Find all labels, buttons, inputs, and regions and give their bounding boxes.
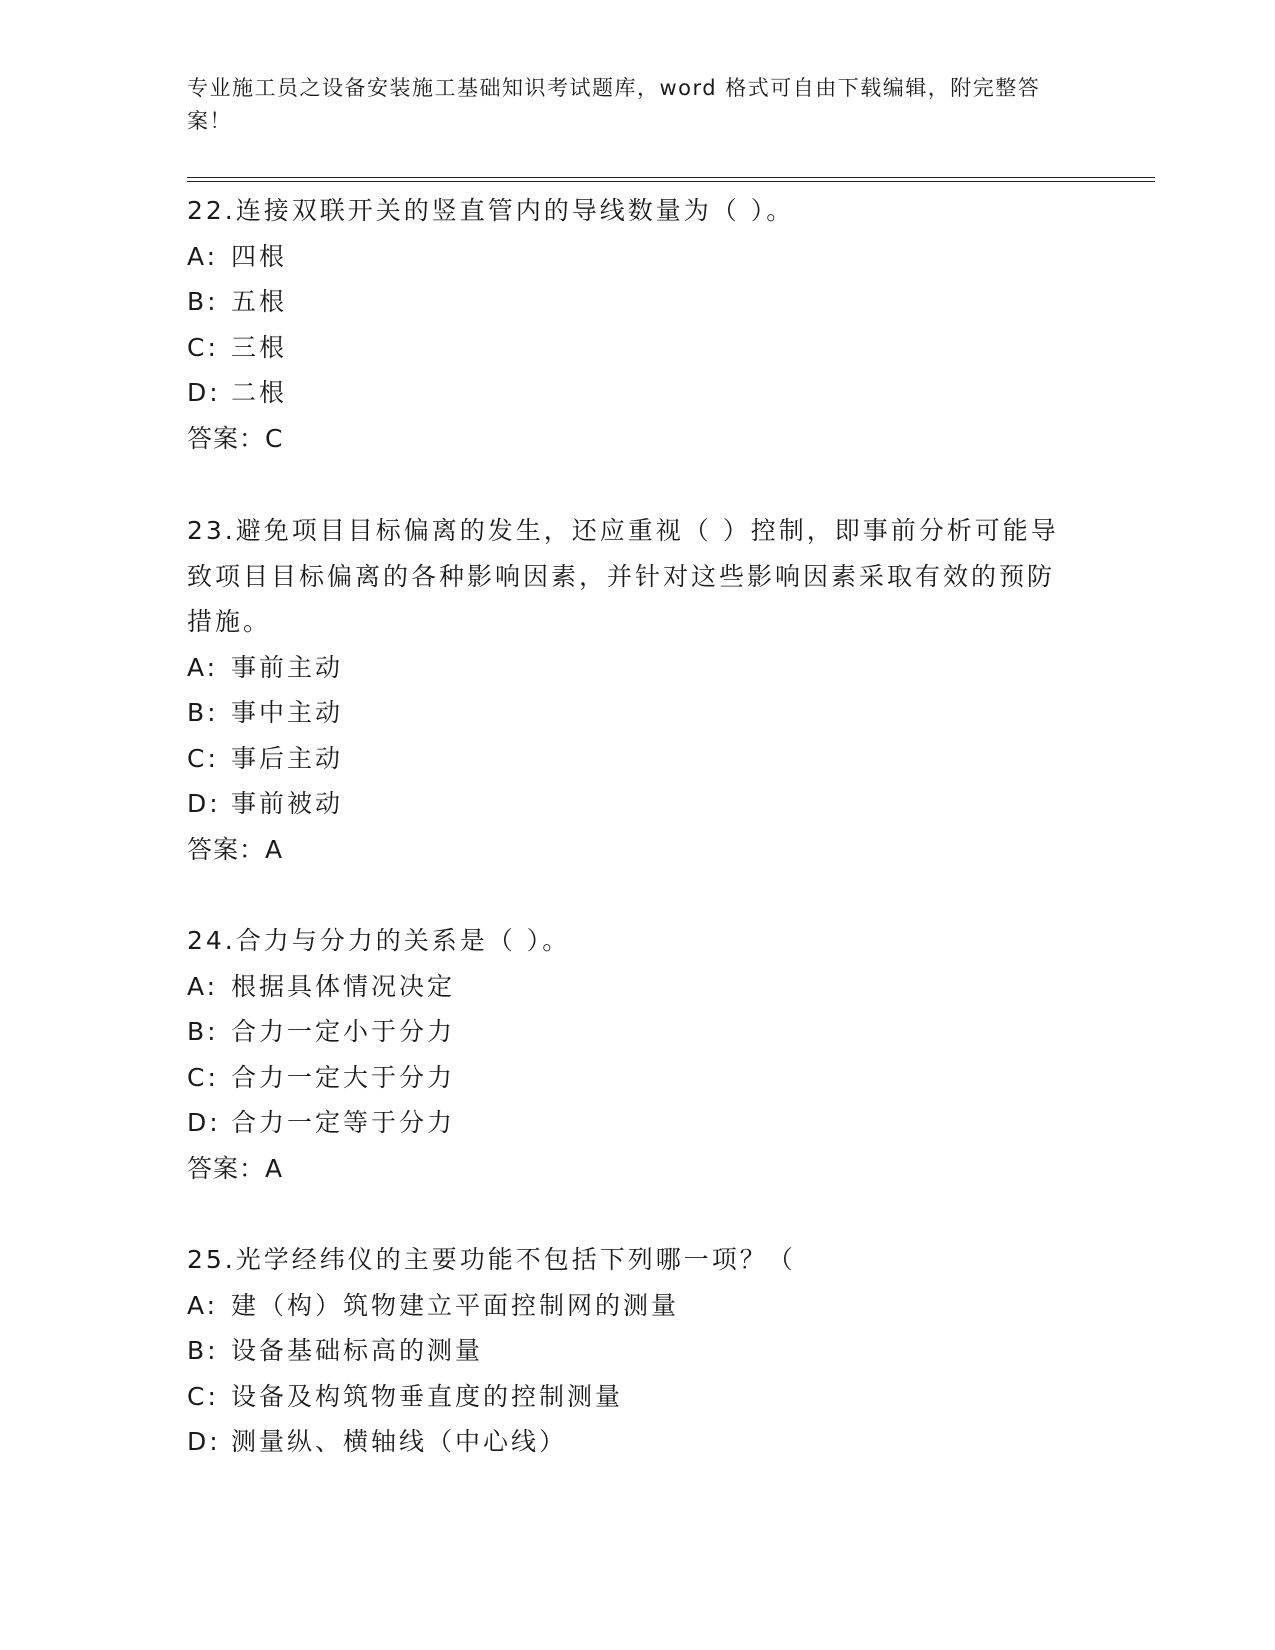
option-letter: A: — [187, 652, 219, 682]
option-letter: B: — [187, 1017, 219, 1046]
answer-line: 答案：C — [187, 423, 284, 453]
option-letter: A: — [187, 1290, 219, 1320]
option-letter: A: — [187, 241, 219, 271]
question-23 — [187, 508, 1067, 872]
question-stem: 24.合力与分力的关系是（ ）。 — [187, 926, 571, 955]
option-text: 二根 — [231, 378, 288, 407]
option-letter: D: — [187, 789, 221, 818]
option-text: 事前被动 — [231, 789, 344, 818]
option-text: 设备基础标高的测量 — [231, 1336, 484, 1365]
header-divider-double — [187, 181, 1155, 182]
option-text: 三根 — [231, 332, 288, 362]
option-letter: C: — [187, 1062, 219, 1092]
option-letter: B: — [187, 287, 219, 316]
option-d — [187, 370, 1067, 416]
option-c — [187, 325, 1067, 371]
question-24 — [187, 918, 1067, 1191]
option-a — [187, 645, 1067, 691]
option-text: 事后主动 — [231, 743, 344, 773]
option-letter: D: — [187, 1427, 221, 1456]
question-22 — [187, 188, 1067, 461]
option-a — [187, 964, 1067, 1010]
option-b — [187, 279, 1067, 325]
option-d — [187, 781, 1067, 827]
option-text: 四根 — [231, 241, 288, 271]
option-letter: C: — [187, 332, 219, 362]
option-c — [187, 1055, 1067, 1101]
option-text: 事中主动 — [231, 698, 344, 727]
question-25 — [187, 1237, 1067, 1465]
option-d — [187, 1419, 1067, 1465]
question-stem: 25.光学经纬仪的主要功能不包括下列哪一项？（ — [187, 1245, 796, 1274]
option-b — [187, 690, 1067, 736]
option-letter: C: — [187, 743, 219, 773]
option-text: 合力一定小于分力 — [231, 1017, 456, 1046]
option-letter: A: — [187, 971, 219, 1001]
option-c — [187, 1374, 1067, 1420]
option-letter: D: — [187, 1108, 221, 1137]
document-header: 专业施工员之设备安装施工基础知识考试题库，word 格式可自由下载编辑，附完整答案！ — [187, 76, 1041, 133]
option-text: 建（构）筑物建立平面控制网的测量 — [231, 1290, 680, 1320]
option-letter: B: — [187, 1336, 219, 1365]
option-letter: B: — [187, 698, 219, 727]
question-stem: 23.避免项目目标偏离的发生，还应重视（ ）控制，即事前分析可能导致项目目标偏离的各种影响因素，并针对这些影响因素采取有效的预防措施。 — [187, 516, 1059, 636]
option-d — [187, 1100, 1067, 1146]
option-text: 设备及构筑物垂直度的控制测量 — [231, 1381, 624, 1411]
answer-line: 答案：A — [187, 1153, 284, 1183]
option-c — [187, 736, 1067, 782]
option-b — [187, 1328, 1067, 1374]
option-a — [187, 234, 1067, 280]
option-a — [187, 1283, 1067, 1329]
option-text: 测量纵、横轴线（中心线） — [231, 1427, 568, 1456]
question-stem: 22.连接双联开关的竖直管内的导线数量为（ ）。 — [187, 196, 795, 225]
option-letter: D: — [187, 378, 221, 407]
option-b — [187, 1009, 1067, 1055]
option-text: 合力一定大于分力 — [231, 1062, 456, 1092]
option-text: 事前主动 — [231, 652, 344, 682]
option-letter: C: — [187, 1381, 219, 1411]
header-divider — [187, 177, 1155, 178]
option-text: 五根 — [231, 287, 288, 316]
option-text: 合力一定等于分力 — [231, 1108, 456, 1137]
answer-line: 答案：A — [187, 834, 284, 864]
option-text: 根据具体情况决定 — [231, 971, 456, 1001]
